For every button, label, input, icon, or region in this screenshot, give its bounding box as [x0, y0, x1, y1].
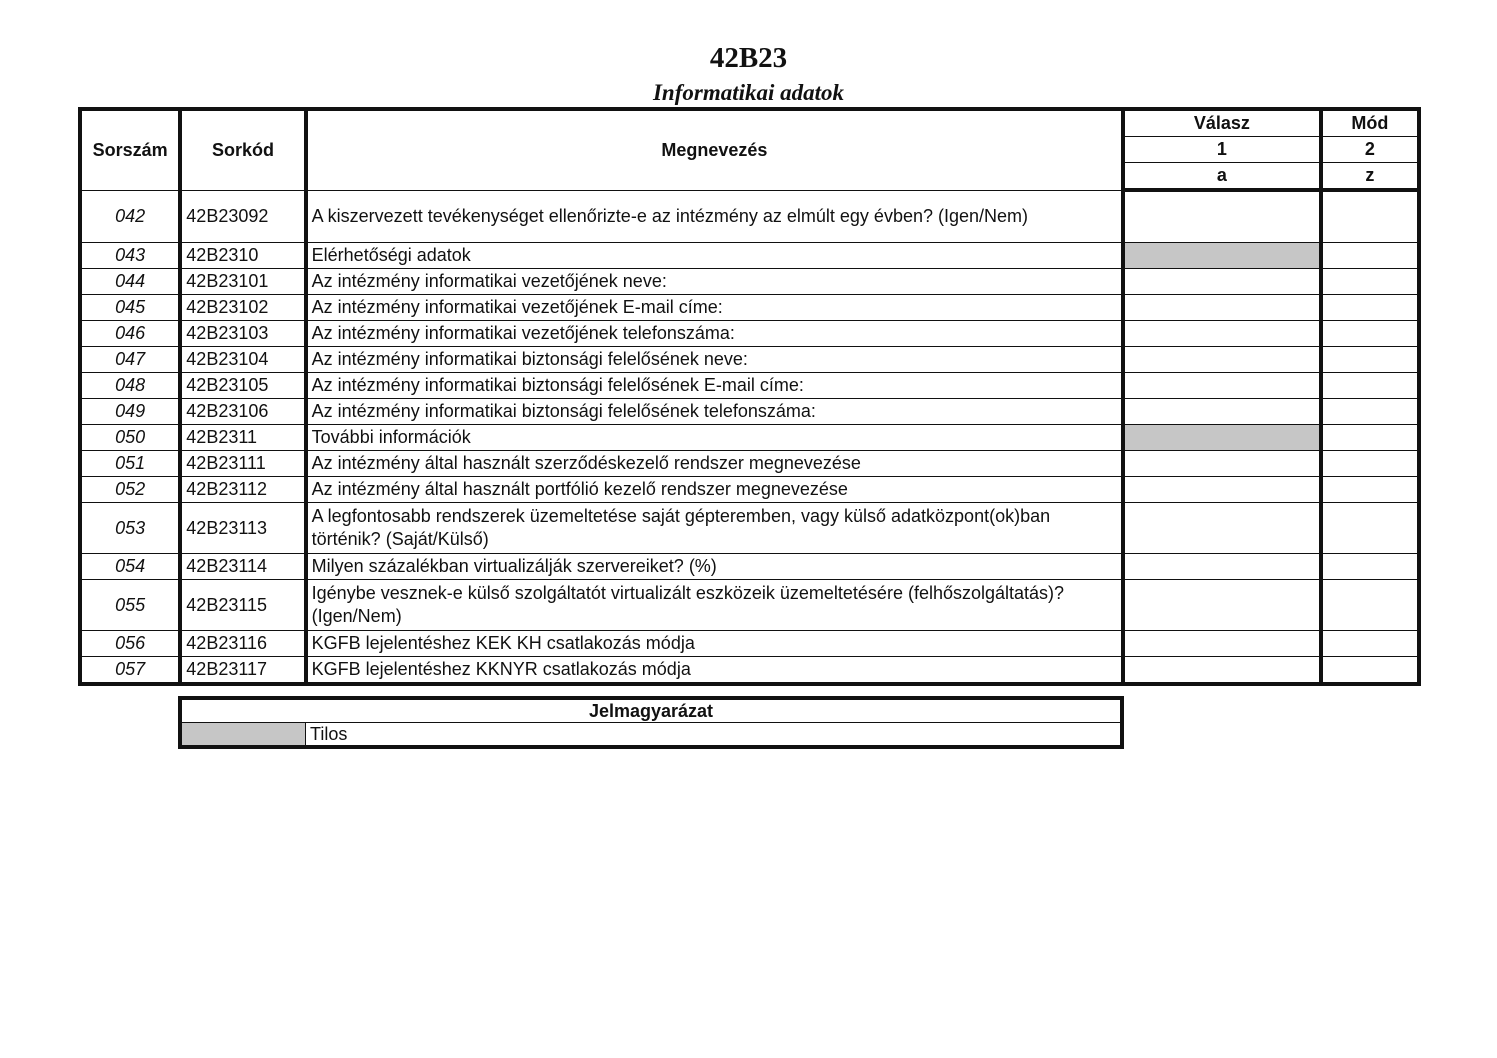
row-megnevezes: Az intézmény informatikai biztonsági felelősének neve:: [306, 347, 1123, 373]
row-sorszam: 046: [80, 321, 180, 347]
row-mod-cell[interactable]: [1321, 554, 1419, 580]
row-valasz-cell[interactable]: [1123, 580, 1321, 631]
header-mod-code: z: [1321, 163, 1419, 191]
row-valasz-cell[interactable]: [1123, 451, 1321, 477]
data-table: [78, 107, 1421, 686]
row-mod-cell[interactable]: [1321, 425, 1419, 451]
row-sorkod: 42B2310: [180, 243, 305, 269]
row-megnevezes: Az intézmény informatikai vezetőjének neve:: [306, 269, 1123, 295]
legend-title: Jelmagyarázat: [180, 698, 1122, 723]
row-megnevezes: A legfontosabb rendszerek üzemeltetése saját gépteremben, vagy külső adatközpont(ok)ban történik? (Saját/Külső): [306, 503, 1123, 554]
row-sorszam: 048: [80, 373, 180, 399]
row-sorszam: 056: [80, 631, 180, 657]
row-megnevezes: Az intézmény által használt portfólió kezelő rendszer megnevezése: [306, 477, 1123, 503]
row-valasz-cell[interactable]: [1123, 373, 1321, 399]
row-mod-cell[interactable]: [1321, 399, 1419, 425]
row-valasz-cell[interactable]: [1123, 631, 1321, 657]
row-sorkod: 42B23116: [180, 631, 305, 657]
table-row: [80, 631, 1419, 657]
row-sorkod: 42B23106: [180, 399, 305, 425]
row-valasz-cell[interactable]: [1123, 190, 1321, 243]
row-sorkod: 42B23112: [180, 477, 305, 503]
header-sorkod: Sorkód: [180, 109, 305, 190]
row-sorkod: 42B2311: [180, 425, 305, 451]
row-valasz-cell[interactable]: [1123, 657, 1321, 685]
row-mod-cell[interactable]: [1321, 347, 1419, 373]
row-sorkod: 42B23105: [180, 373, 305, 399]
header-valasz-code: a: [1123, 163, 1321, 191]
row-valasz-cell[interactable]: [1123, 269, 1321, 295]
table-row: [80, 451, 1419, 477]
row-megnevezes: Milyen százalékban virtualizálják szervereiket? (%): [306, 554, 1123, 580]
header-valasz: Válasz: [1123, 109, 1321, 137]
row-sorkod: 42B23103: [180, 321, 305, 347]
row-sorkod: 42B23102: [180, 295, 305, 321]
header-mod: Mód: [1321, 109, 1419, 137]
table-row: [80, 269, 1419, 295]
table-row: [80, 243, 1419, 269]
row-mod-cell[interactable]: [1321, 269, 1419, 295]
row-megnevezes: Az intézmény informatikai biztonsági felelősének telefonszáma:: [306, 399, 1123, 425]
table-row: [80, 321, 1419, 347]
legend-gray-swatch: [180, 723, 306, 748]
row-sorszam: 042: [80, 190, 180, 243]
row-sorszam: 050: [80, 425, 180, 451]
row-megnevezes: KGFB lejelentéshez KEK KH csatlakozás módja: [306, 631, 1123, 657]
row-sorkod: 42B23092: [180, 190, 305, 243]
row-megnevezes: KGFB lejelentéshez KKNYR csatlakozás módja: [306, 657, 1123, 685]
legend-tilos-label: Tilos: [306, 723, 1122, 748]
form-subtitle: Informatikai adatok: [652, 80, 845, 105]
row-sorszam: 049: [80, 399, 180, 425]
row-valasz-cell[interactable]: [1123, 477, 1321, 503]
header-megnevezes: Megnevezés: [306, 109, 1123, 190]
row-mod-cell[interactable]: [1321, 321, 1419, 347]
row-sorkod: 42B23114: [180, 554, 305, 580]
row-sorszam: 043: [80, 243, 180, 269]
row-megnevezes: Az intézmény informatikai vezetőjének E-mail címe:: [306, 295, 1123, 321]
row-valasz-cell: [1123, 425, 1321, 451]
row-sorszam: 052: [80, 477, 180, 503]
row-mod-cell[interactable]: [1321, 657, 1419, 685]
row-sorszam: 054: [80, 554, 180, 580]
row-sorkod: 42B23117: [180, 657, 305, 685]
row-megnevezes: Igénybe vesznek-e külső szolgáltatót virtualizált eszközeik üzemeltetésére (felhőszolgáltatás)? (Igen/Nem): [306, 580, 1123, 631]
table-row: [80, 657, 1419, 685]
row-mod-cell[interactable]: [1321, 373, 1419, 399]
row-mod-cell[interactable]: [1321, 451, 1419, 477]
row-sorkod: 42B23111: [180, 451, 305, 477]
row-mod-cell[interactable]: [1321, 580, 1419, 631]
legend-table: [178, 696, 1124, 749]
table-row: [80, 190, 1419, 243]
row-megnevezes: Az intézmény által használt szerződéskezelő rendszer megnevezése: [306, 451, 1123, 477]
row-sorszam: 045: [80, 295, 180, 321]
table-row: [80, 477, 1419, 503]
header-valasz-number: 1: [1123, 137, 1321, 163]
row-sorkod: 42B23104: [180, 347, 305, 373]
row-sorszam: 053: [80, 503, 180, 554]
row-mod-cell[interactable]: [1321, 477, 1419, 503]
row-megnevezes: A kiszervezett tevékenységet ellenőrizte-e az intézmény az elmúlt egy évben? (Igen/Nem): [306, 190, 1123, 243]
table-row: [80, 503, 1419, 554]
table-row: [80, 295, 1419, 321]
row-megnevezes: Az intézmény informatikai biztonsági felelősének E-mail címe:: [306, 373, 1123, 399]
row-valasz-cell[interactable]: [1123, 399, 1321, 425]
row-valasz-cell[interactable]: [1123, 321, 1321, 347]
row-mod-cell[interactable]: [1321, 503, 1419, 554]
row-valasz-cell[interactable]: [1123, 554, 1321, 580]
row-sorszam: 055: [80, 580, 180, 631]
table-row: [80, 425, 1419, 451]
table-row: [80, 554, 1419, 580]
row-mod-cell[interactable]: [1321, 631, 1419, 657]
row-sorszam: 051: [80, 451, 180, 477]
row-valasz-cell[interactable]: [1123, 295, 1321, 321]
row-sorszam: 047: [80, 347, 180, 373]
row-megnevezes: Elérhetőségi adatok: [306, 243, 1123, 269]
row-valasz-cell[interactable]: [1123, 347, 1321, 373]
header-mod-number: 2: [1321, 137, 1419, 163]
table-row: [80, 373, 1419, 399]
table-row: [80, 580, 1419, 631]
row-mod-cell[interactable]: [1321, 243, 1419, 269]
row-sorszam: 044: [80, 269, 180, 295]
row-megnevezes: Az intézmény informatikai vezetőjének telefonszáma:: [306, 321, 1123, 347]
row-mod-cell[interactable]: [1321, 295, 1419, 321]
row-sorkod: 42B23101: [180, 269, 305, 295]
header-sorszam: Sorszám: [80, 109, 180, 190]
form-title: 42B23: [709, 42, 788, 74]
row-sorkod: 42B23113: [180, 503, 305, 554]
table-row: [80, 347, 1419, 373]
row-valasz-cell: [1123, 243, 1321, 269]
row-valasz-cell[interactable]: [1123, 503, 1321, 554]
table-row: [80, 399, 1419, 425]
row-sorszam: 057: [80, 657, 180, 685]
row-megnevezes: További információk: [306, 425, 1123, 451]
row-sorkod: 42B23115: [180, 580, 305, 631]
row-mod-cell[interactable]: [1321, 190, 1419, 243]
